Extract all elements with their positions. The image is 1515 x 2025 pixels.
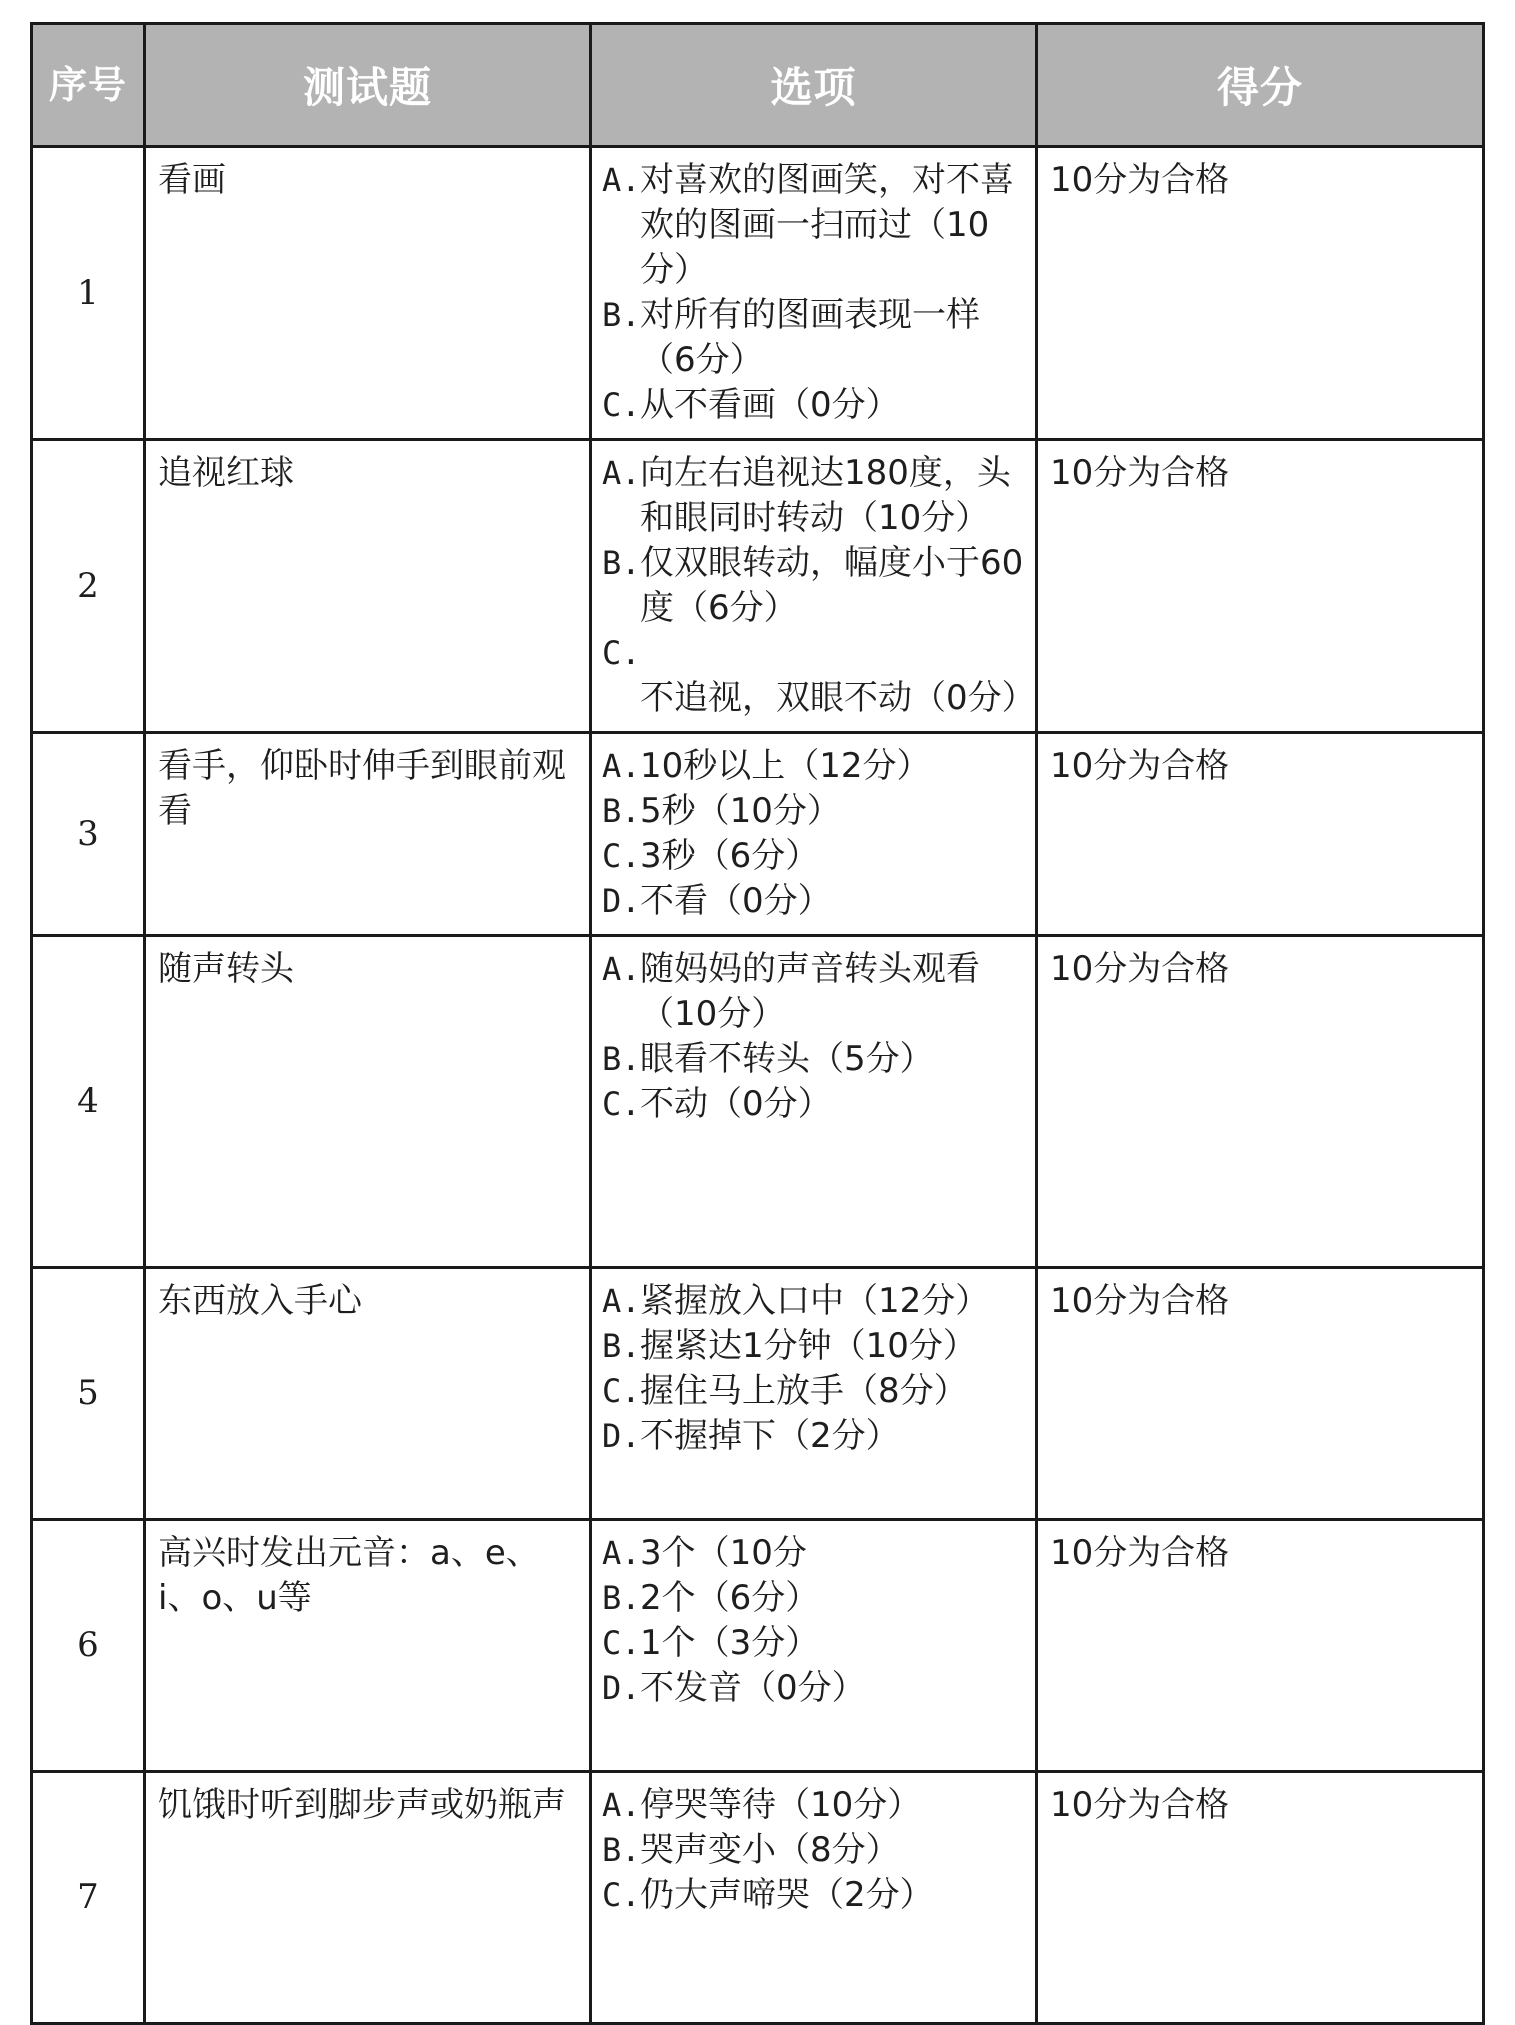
test-item: 追视红球 — [158, 453, 294, 493]
score-criterion: 10分为合格 — [1050, 1785, 1230, 1825]
option-text: 不看（0分） — [640, 881, 832, 921]
score-criterion: 10分为合格 — [1050, 160, 1230, 200]
options-cell — [591, 147, 1037, 440]
row-number: 2 — [32, 440, 145, 733]
option-item — [602, 293, 1029, 383]
options-list — [592, 441, 1035, 731]
test-item: 东西放入手心 — [158, 1281, 362, 1321]
score-cell — [1037, 440, 1484, 733]
test-item-cell — [145, 1520, 591, 1772]
option-text: 仅双眼转动，幅度小于60度（6分） — [640, 543, 1024, 628]
score-criterion: 10分为合格 — [1050, 949, 1230, 989]
option-letter: C. — [602, 1876, 641, 1914]
header-options: 选项 — [591, 24, 1037, 147]
option-item — [602, 1037, 1029, 1082]
row-number: 5 — [32, 1268, 145, 1520]
option-letter: C. — [602, 1085, 641, 1123]
option-text: 仍大声啼哭（2分） — [640, 1875, 934, 1915]
options-cell — [591, 440, 1037, 733]
options-cell — [591, 936, 1037, 1268]
score-cell — [1037, 147, 1484, 440]
table-row — [32, 1520, 1484, 1772]
option-text: 不发音（0分） — [640, 1668, 866, 1708]
table-row — [32, 1268, 1484, 1520]
option-item — [602, 1783, 1029, 1828]
option-item — [602, 1414, 1029, 1459]
options-list — [592, 1773, 1035, 1928]
option-text: 不追视，双眼不动（0分） — [640, 678, 1036, 718]
option-text: 1个（3分） — [640, 1623, 820, 1663]
option-letter: B. — [602, 792, 641, 830]
table-body — [32, 147, 1484, 2024]
test-item: 看画 — [158, 160, 226, 200]
options-cell — [591, 1520, 1037, 1772]
option-text: 从不看画（0分） — [640, 385, 900, 425]
option-item — [602, 1279, 1029, 1324]
test-item-cell — [145, 1268, 591, 1520]
option-text: 对喜欢的图画笑，对不喜欢的图画一扫而过（10分） — [640, 160, 1014, 290]
option-letter: A. — [602, 747, 641, 785]
option-letter: B. — [602, 544, 641, 582]
option-letter: A. — [602, 1282, 641, 1320]
header-num: 序号 — [32, 24, 145, 147]
table-row — [32, 147, 1484, 440]
option-item — [602, 1082, 1029, 1127]
option-item — [602, 1576, 1029, 1621]
options-list — [592, 1269, 1035, 1469]
option-text: 眼看不转头（5分） — [640, 1039, 934, 1079]
option-letter: A. — [602, 1786, 641, 1824]
test-item-cell — [145, 1772, 591, 2024]
option-letter: C. — [602, 837, 641, 875]
option-item — [602, 541, 1029, 631]
test-item-cell — [145, 936, 591, 1268]
option-item — [602, 834, 1029, 879]
table-row — [32, 1772, 1484, 2024]
row-number: 1 — [32, 147, 145, 440]
test-item-cell — [145, 147, 591, 440]
options-list — [592, 937, 1035, 1137]
option-letter: A. — [602, 454, 641, 492]
options-list — [592, 148, 1035, 438]
table-row — [32, 440, 1484, 733]
options-list — [592, 734, 1035, 934]
option-item — [602, 383, 1029, 428]
option-text: 握紧达1分钟（10分） — [640, 1326, 977, 1366]
option-text: 对所有的图画表现一样（6分） — [640, 295, 980, 380]
option-letter: B. — [602, 1831, 641, 1869]
option-text: 向左右追视达180度，头和眼同时转动（10分） — [640, 453, 1011, 538]
options-cell — [591, 733, 1037, 936]
row-number: 3 — [32, 733, 145, 936]
option-letter: D. — [602, 1417, 641, 1455]
test-item-cell — [145, 440, 591, 733]
option-text: 3秒（6分） — [640, 836, 820, 876]
options-cell — [591, 1268, 1037, 1520]
score-criterion: 10分为合格 — [1050, 453, 1230, 493]
assessment-table — [30, 22, 1485, 2025]
option-text: 紧握放入口中（12分） — [640, 1281, 990, 1321]
option-letter: C. — [602, 386, 641, 424]
option-text: 2个（6分） — [640, 1578, 820, 1618]
option-item — [602, 1666, 1029, 1711]
test-item-cell — [145, 733, 591, 936]
assessment-table-container — [30, 22, 1482, 2025]
table-row — [32, 733, 1484, 936]
table-row — [32, 936, 1484, 1268]
row-number: 7 — [32, 1772, 145, 2024]
option-item — [602, 744, 1029, 789]
option-letter: C. — [602, 1372, 641, 1410]
option-text: 不动（0分） — [640, 1084, 832, 1124]
option-letter: B. — [602, 1327, 641, 1365]
score-criterion: 10分为合格 — [1050, 1533, 1230, 1573]
option-item — [602, 1873, 1029, 1918]
header-test: 测试题 — [145, 24, 591, 147]
option-letter: C. — [602, 634, 641, 672]
option-letter: B. — [602, 296, 641, 334]
option-letter: A. — [602, 1534, 641, 1572]
option-item — [602, 451, 1029, 541]
score-cell — [1037, 1268, 1484, 1520]
score-cell — [1037, 936, 1484, 1268]
score-criterion: 10分为合格 — [1050, 746, 1230, 786]
option-item — [602, 1324, 1029, 1369]
option-item — [602, 631, 1036, 721]
score-cell — [1037, 733, 1484, 936]
test-item: 随声转头 — [158, 949, 294, 989]
option-item — [602, 1621, 1029, 1666]
score-cell — [1037, 1520, 1484, 1772]
options-list — [592, 1521, 1035, 1721]
option-letter: A. — [602, 161, 641, 199]
row-number: 6 — [32, 1520, 145, 1772]
option-letter: D. — [602, 1669, 641, 1707]
option-letter: B. — [602, 1040, 641, 1078]
option-text: 5秒（10分） — [640, 791, 841, 831]
score-criterion: 10分为合格 — [1050, 1281, 1230, 1321]
option-text: 停哭等待（10分） — [640, 1785, 922, 1825]
option-text: 随妈妈的声音转头观看（10分） — [640, 949, 980, 1034]
option-text: 不握掉下（2分） — [640, 1416, 900, 1456]
test-item: 看手，仰卧时伸手到眼前观看 — [158, 746, 566, 831]
option-letter: B. — [602, 1579, 641, 1617]
option-item — [602, 1828, 1029, 1873]
option-item — [602, 1531, 1029, 1576]
test-item: 饥饿时听到脚步声或奶瓶声 — [158, 1785, 566, 1825]
row-number: 4 — [32, 936, 145, 1268]
option-text: 哭声变小（8分） — [640, 1830, 900, 1870]
options-cell — [591, 1772, 1037, 2024]
option-item — [602, 879, 1029, 924]
option-item — [602, 158, 1029, 293]
header-row — [32, 24, 1484, 147]
option-item — [602, 789, 1029, 834]
header-score: 得分 — [1037, 24, 1484, 147]
option-letter: C. — [602, 1624, 641, 1662]
option-text: 握住马上放手（8分） — [640, 1371, 968, 1411]
option-text: 3个（10分 — [640, 1533, 807, 1573]
option-text: 10秒以上（12分） — [640, 746, 931, 786]
option-letter: A. — [602, 950, 641, 988]
option-letter: D. — [602, 882, 641, 920]
option-item — [602, 947, 1029, 1037]
option-item — [602, 1369, 1029, 1414]
test-item: 高兴时发出元音：a、e、i、o、u等 — [158, 1533, 540, 1618]
score-cell — [1037, 1772, 1484, 2024]
